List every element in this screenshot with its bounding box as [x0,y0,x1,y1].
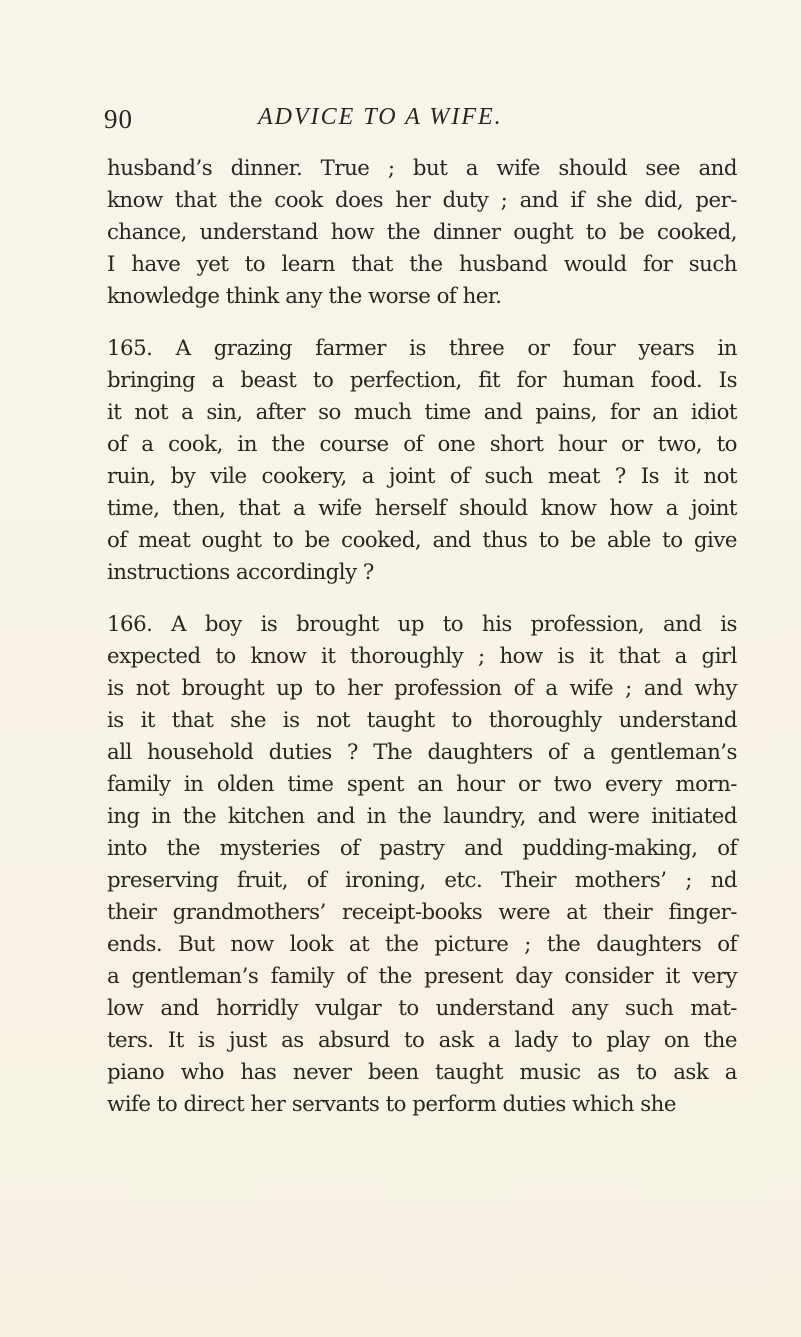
page-number: 90 [104,104,133,134]
text-line: family in olden time spent an hour or two every morn- [107,772,737,797]
text-line: it not a sin, after so much time and pains, for an idiot [107,400,737,425]
text-line: is not brought up to her profession of a wife ; and why [107,676,737,701]
text-line: all household duties ? The daughters of a gentleman’s [107,740,737,765]
text-line: expected to know it thoroughly ; how is it that a girl [107,644,737,669]
text-line: know that the cook does her duty ; and if she did, per- [107,188,737,213]
text-line: ruin, by vile cookery, a joint of such meat ? Is it not [107,464,737,489]
paragraph [107,333,737,589]
text-line: preserving fruit, of ironing, etc. Their mothers’ ; nd [107,868,737,893]
text-line: piano who has never been taught music as to ask a [107,1060,737,1085]
paragraph [107,153,737,313]
text-line: husband’s dinner. True ; but a wife should see and [107,156,737,181]
text-line: their grandmothers’ receipt-books were at their finger- [107,900,737,925]
text-line: into the mysteries of pastry and pudding-making, of [107,836,737,861]
text-line: is it that she is not taught to thoroughly understand [107,708,737,733]
text-line: a gentleman’s family of the present day consider it very [107,964,737,989]
text-line: ters. It is just as absurd to ask a lady to play on the [107,1028,737,1053]
text-line: low and horridly vulgar to understand any such mat- [107,996,737,1021]
body-text [107,153,737,1121]
text-line: 166. A boy is brought up to his profession, and is [107,612,737,637]
text-line: wife to direct her servants to perform duties which she [107,1092,676,1117]
text-line: chance, understand how the dinner ought to be cooked, [107,220,737,245]
paragraph [107,609,737,1121]
text-line: knowledge think any the worse of her. [107,284,502,309]
text-line: I have yet to learn that the husband would for such [107,252,737,277]
text-line: instructions accordingly ? [107,560,374,585]
page-header [0,104,801,140]
text-line: ends. But now look at the picture ; the daughters of [107,932,737,957]
text-line: of a cook, in the course of one short hour or two, to [107,432,737,457]
text-line: time, then, that a wife herself should know how a joint [107,496,737,521]
text-line: 165. A grazing farmer is three or four years in [107,336,737,361]
running-title: ADVICE TO A WIFE. [258,104,503,130]
text-line: of meat ought to be cooked, and thus to be able to give [107,528,737,553]
text-line: ing in the kitchen and in the laundry, and were initiated [107,804,737,829]
text-line: bringing a beast to perfection, fit for human food. Is [107,368,737,393]
